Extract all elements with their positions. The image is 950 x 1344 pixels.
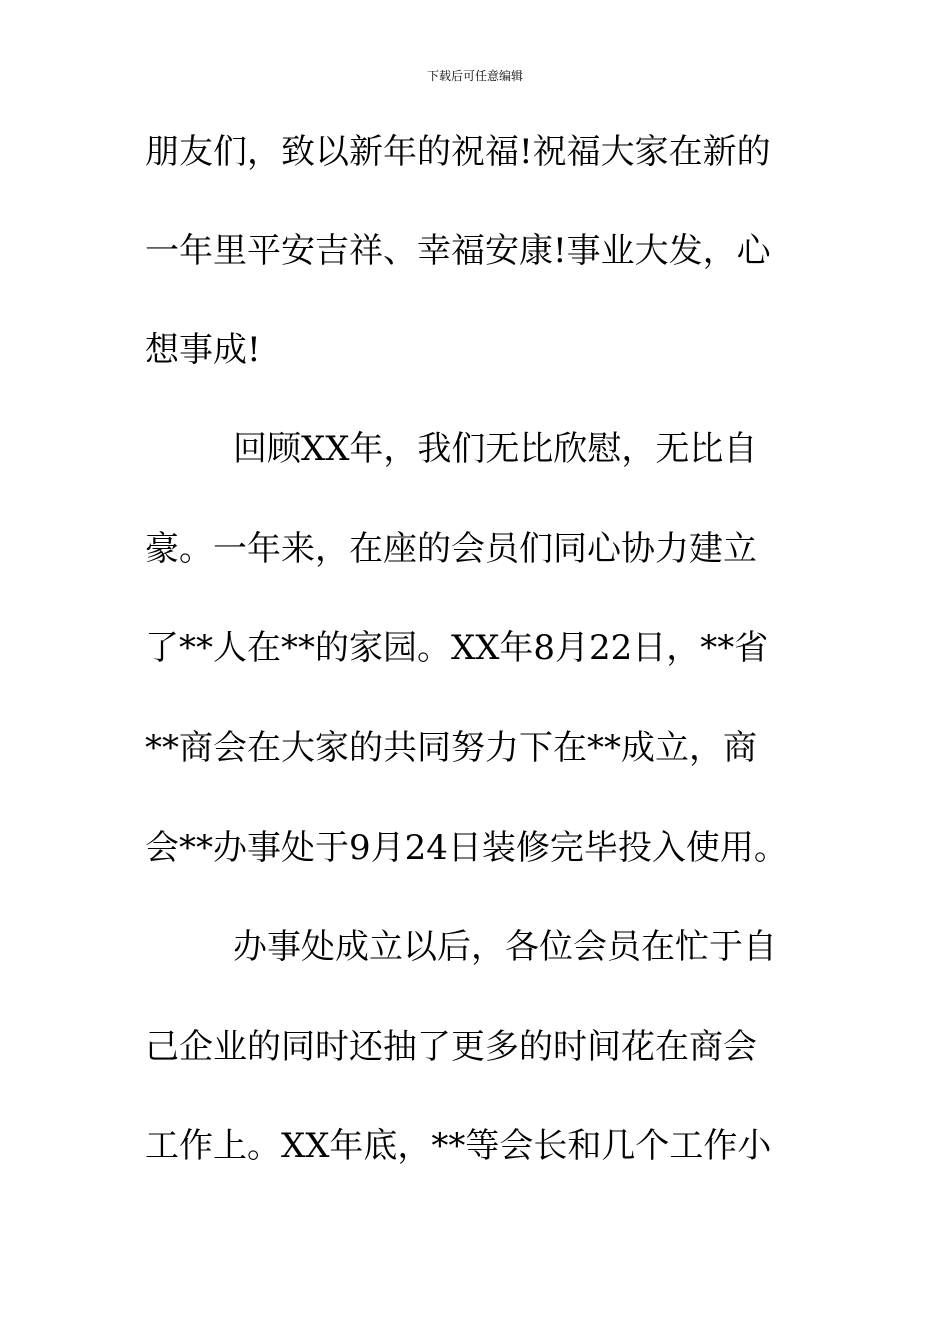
text-line: 想事成! bbox=[145, 330, 261, 370]
text-line: 一年里平安吉祥、幸福安康!事业大发，心 bbox=[145, 231, 771, 271]
paragraph-first-line: 办事处成立以后，各位会员在忙于自 bbox=[233, 927, 777, 967]
text-line: 豪。一年来，在座的会员们同心协力建立 bbox=[145, 529, 757, 569]
text-line: 工作上。XX年底，**等会长和几个工作小 bbox=[145, 1126, 772, 1166]
text-line: 会**办事处于9月24日装修完毕投入使用。 bbox=[145, 828, 788, 868]
text-line: 朋友们，致以新年的祝福!祝福大家在新的 bbox=[145, 132, 771, 172]
text-line: **商会在大家的共同努力下在**成立，商 bbox=[145, 728, 757, 768]
header-note: 下载后可任意编辑 bbox=[426, 69, 523, 83]
text-line: 了**人在**的家园。XX年8月22日，**省 bbox=[145, 628, 769, 668]
paragraph-first-line: 回顾XX年，我们无比欣慰，无比自 bbox=[233, 429, 758, 469]
text-line: 己企业的同时还抽了更多的时间花在商会 bbox=[145, 1027, 757, 1067]
